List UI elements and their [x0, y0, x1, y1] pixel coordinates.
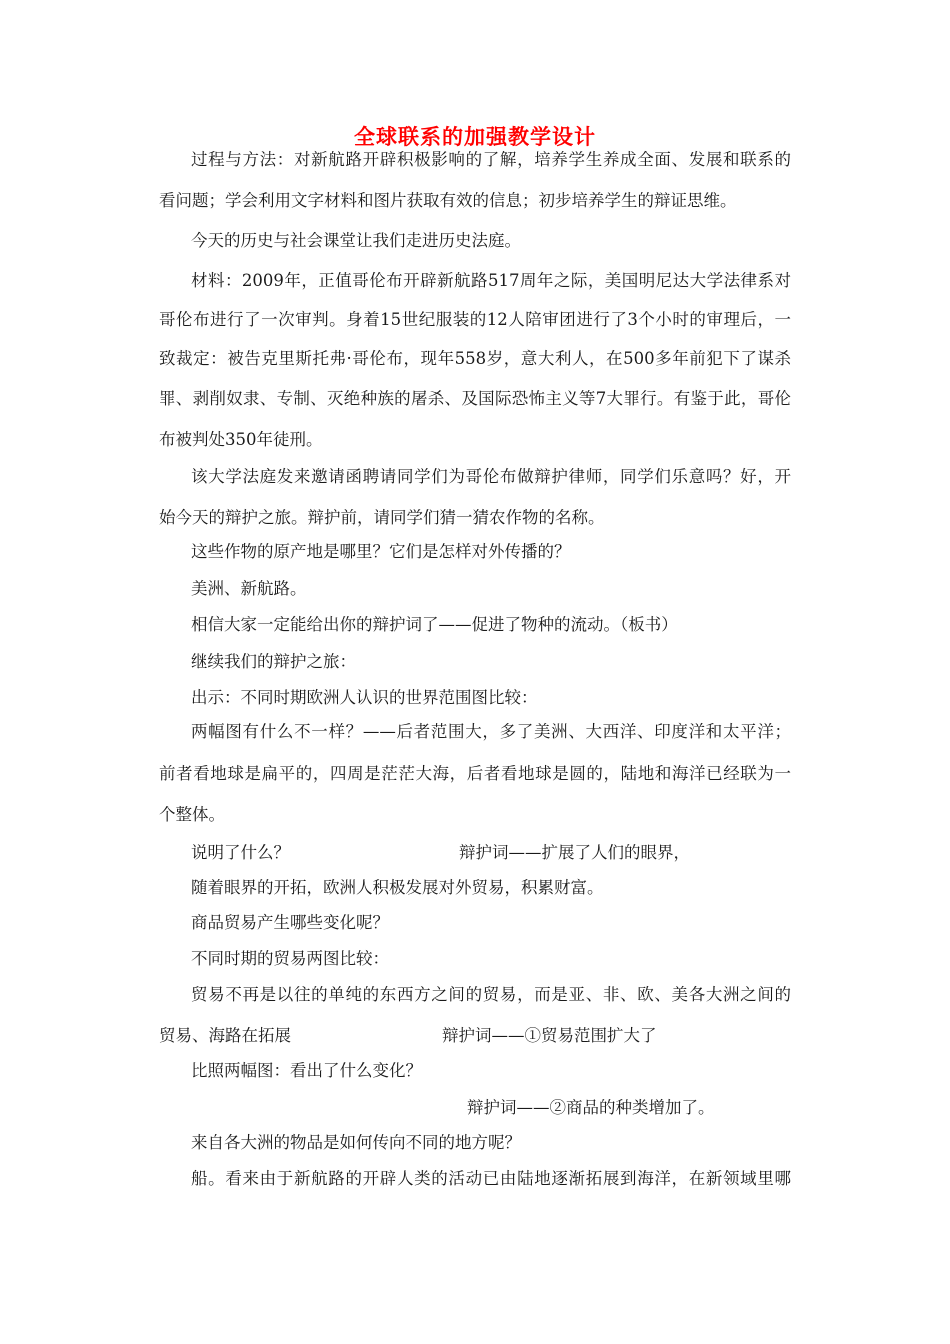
defense-statement: 辩护词——②商品的种类增加了。: [467, 1098, 715, 1117]
paragraph-line: 相信大家一定能给出你的辩护词了——促进了物种的流动。（板书）: [191, 615, 678, 634]
paragraph-line: 说明了什么？: [191, 843, 290, 862]
defense-statement: 辩护词——扩展了人们的眼界，: [459, 843, 690, 862]
paragraph-line: 看问题；学会利用文字材料和图片获取有效的信息；初步培养学生的辩证思维。: [159, 191, 737, 210]
document-title: 全球联系的加强教学设计: [354, 125, 596, 149]
paragraph-line: 罪、剥削奴隶、专制、灭绝种族的屠杀、及国际恐怖主义等7大罪行。有鉴于此，哥伦: [159, 389, 791, 408]
paragraph-line: 继续我们的辩护之旅：: [191, 652, 356, 671]
paragraph-line: 始今天的辩护之旅。辩护前，请同学们猜一猜农作物的名称。: [159, 508, 605, 527]
paragraph-line: 贸易不再是以往的单纯的东西方之间的贸易，而是亚、非、欧、美各大洲之间的: [191, 985, 791, 1004]
paragraph-line: 哥伦布进行了一次审判。身着15世纪服装的12人陪审团进行了3个小时的审理后，一: [159, 310, 791, 329]
paragraph-line: 比照两幅图：看出了什么变化？: [191, 1061, 422, 1080]
paragraph-line: 布被判处350年徒刑。: [159, 430, 323, 449]
paragraph-line: 商品贸易产生哪些变化呢？: [191, 913, 389, 932]
paragraph-line: 这些作物的原产地是哪里？它们是怎样对外传播的？: [191, 542, 571, 561]
paragraph-line: 前者看地球是扁平的，四周是茫茫大海，后者看地球是圆的，陆地和海洋已经联为一: [159, 764, 791, 783]
paragraph-line: 今天的历史与社会课堂让我们走进历史法庭。: [191, 231, 521, 250]
paragraph-line: 过程与方法：对新航路开辟积极影响的了解，培养学生养成全面、发展和联系的: [191, 150, 791, 169]
defense-statement: 辩护词——①贸易范围扩大了: [442, 1026, 657, 1045]
paragraph-line: 不同时期的贸易两图比较：: [191, 949, 389, 968]
paragraph-line: 贸易、海路在拓展: [159, 1026, 291, 1045]
paragraph-line: 该大学法庭发来邀请函聘请同学们为哥伦布做辩护律师，同学们乐意吗？好，开: [191, 467, 791, 486]
paragraph-line: 致裁定：被告克里斯托弗·哥伦布，现年558岁，意大利人，在500多年前犯下了谋杀: [159, 349, 791, 368]
paragraph-line: 材料：2009年，正值哥伦布开辟新航路517周年之际，美国明尼达大学法律系对: [191, 271, 791, 290]
paragraph-line: 两幅图有什么不一样？——后者范围大，多了美洲、大西洋、印度洋和太平洋；: [191, 722, 791, 741]
paragraph-line: 随着眼界的开拓，欧洲人积极发展对外贸易，积累财富。: [191, 878, 604, 897]
paragraph-line: 船。看来由于新航路的开辟人类的活动已由陆地逐渐拓展到海洋，在新领域里哪: [191, 1169, 791, 1188]
paragraph-line: 个整体。: [159, 805, 225, 824]
paragraph-line: 出示：不同时期欧洲人认识的世界范围图比较：: [191, 688, 538, 707]
paragraph-line: 美洲、新航路。: [191, 579, 307, 598]
paragraph-line: 来自各大洲的物品是如何传向不同的地方呢？: [191, 1133, 521, 1152]
